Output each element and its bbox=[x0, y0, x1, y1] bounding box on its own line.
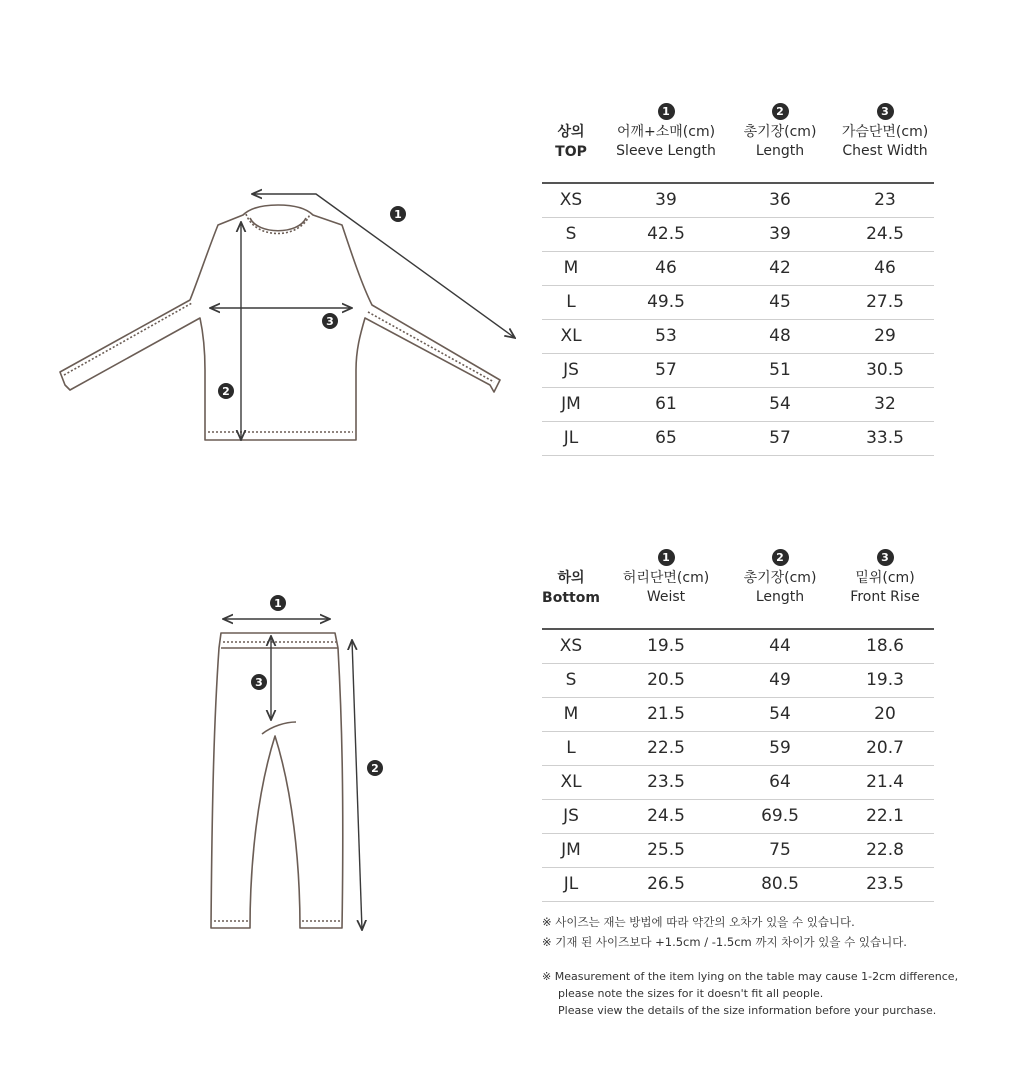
size-cell: M bbox=[563, 704, 579, 724]
table-row bbox=[542, 320, 934, 354]
size-cell: M bbox=[563, 258, 579, 278]
value-cell: 42.5 bbox=[647, 224, 685, 244]
size-cell: L bbox=[566, 292, 576, 312]
note-ko-1: ※ 사이즈는 재는 방법에 따라 약간의 오차가 있을 수 있습니다. bbox=[542, 915, 855, 929]
svg-text:3: 3 bbox=[255, 676, 263, 689]
size-cell: XL bbox=[560, 326, 582, 346]
table-row bbox=[542, 698, 934, 732]
col-label-ko: 총기장(cm) bbox=[743, 570, 817, 586]
value-cell: 19.3 bbox=[866, 670, 904, 690]
table-row bbox=[542, 834, 934, 868]
english-notes bbox=[542, 968, 958, 1019]
table-row bbox=[542, 766, 934, 800]
value-cell: 32 bbox=[874, 394, 896, 414]
bottom-col-length bbox=[724, 546, 836, 607]
size-cell: XL bbox=[560, 772, 582, 792]
top-markers bbox=[218, 206, 406, 399]
size-cell: JS bbox=[563, 360, 579, 380]
bottom-category-label bbox=[542, 568, 600, 608]
col-label-ko: 가슴단면(cm) bbox=[841, 124, 929, 140]
value-cell: 27.5 bbox=[866, 292, 904, 312]
marker-1-icon bbox=[390, 206, 406, 222]
top-category-en: TOP bbox=[555, 144, 587, 160]
top-size-table bbox=[542, 100, 934, 456]
marker-2-icon bbox=[218, 383, 234, 399]
note-en-3: Please view the details of the size information before your purchase. bbox=[558, 1004, 937, 1017]
col-label-en: Length bbox=[755, 589, 805, 605]
size-cell: L bbox=[566, 738, 576, 758]
table-row bbox=[542, 354, 934, 388]
value-cell: 64 bbox=[769, 772, 791, 792]
size-cell: JS bbox=[563, 806, 579, 826]
value-cell: 49 bbox=[769, 670, 791, 690]
value-cell: 22.1 bbox=[866, 806, 904, 826]
top-table-body bbox=[542, 184, 934, 456]
value-cell: 26.5 bbox=[647, 874, 685, 894]
value-cell: 75 bbox=[769, 840, 791, 860]
value-cell: 20 bbox=[874, 704, 896, 724]
col-label-en: Length bbox=[755, 143, 805, 159]
note-en-2: please note the sizes for it doesn't fit all people. bbox=[558, 987, 824, 1000]
top-table-header bbox=[542, 100, 934, 172]
bottom-table-body bbox=[542, 630, 934, 902]
top-measure-arrows bbox=[210, 194, 515, 440]
top-sketch bbox=[60, 205, 500, 440]
size-cell: XS bbox=[559, 190, 583, 210]
value-cell: 22.8 bbox=[866, 840, 904, 860]
col-label-ko: 어깨+소매(cm) bbox=[616, 124, 716, 140]
value-cell: 36 bbox=[769, 190, 791, 210]
top-col-chest bbox=[836, 100, 934, 161]
value-cell: 46 bbox=[655, 258, 677, 278]
value-cell: 45 bbox=[769, 292, 791, 312]
value-cell: 57 bbox=[655, 360, 677, 380]
col-label-ko: 총기장(cm) bbox=[743, 124, 817, 140]
size-cell: JM bbox=[561, 394, 581, 414]
col-label-en: Front Rise bbox=[850, 589, 920, 605]
table-row bbox=[542, 388, 934, 422]
table-row bbox=[542, 218, 934, 252]
top-category-ko: 상의 bbox=[557, 124, 585, 140]
svg-text:2: 2 bbox=[222, 385, 230, 398]
marker-3-icon bbox=[322, 313, 338, 329]
number-2-icon: 2 bbox=[772, 103, 789, 120]
value-cell: 24.5 bbox=[866, 224, 904, 244]
value-cell: 23 bbox=[874, 190, 896, 210]
bottom-size-table bbox=[542, 546, 934, 902]
value-cell: 65 bbox=[655, 428, 677, 448]
value-cell: 30.5 bbox=[866, 360, 904, 380]
table-row bbox=[542, 664, 934, 698]
table-row bbox=[542, 286, 934, 320]
value-cell: 20.7 bbox=[866, 738, 904, 758]
value-cell: 21.4 bbox=[866, 772, 904, 792]
bottom-category-ko: 하의 bbox=[557, 570, 585, 586]
value-cell: 69.5 bbox=[761, 806, 799, 826]
number-1-icon: 1 bbox=[658, 103, 675, 120]
svg-text:3: 3 bbox=[326, 315, 334, 328]
col-label-en: Chest Width bbox=[842, 143, 928, 159]
top-category-label bbox=[542, 122, 600, 162]
marker-2-icon bbox=[367, 760, 383, 776]
size-cell: XS bbox=[559, 636, 583, 656]
size-cell: S bbox=[565, 670, 577, 690]
table-row bbox=[542, 184, 934, 218]
col-label-en: Weist bbox=[646, 589, 686, 605]
pants-measure-arrows bbox=[223, 619, 362, 930]
table-row bbox=[542, 868, 934, 902]
value-cell: 20.5 bbox=[647, 670, 685, 690]
number-2-icon: 2 bbox=[772, 549, 789, 566]
value-cell: 61 bbox=[655, 394, 677, 414]
svg-text:1: 1 bbox=[274, 597, 282, 610]
pants-sketch bbox=[211, 633, 343, 928]
number-3-icon: 3 bbox=[877, 549, 894, 566]
value-cell: 46 bbox=[874, 258, 896, 278]
value-cell: 19.5 bbox=[647, 636, 685, 656]
table-row bbox=[542, 252, 934, 286]
table-row bbox=[542, 422, 934, 456]
table-row bbox=[542, 732, 934, 766]
number-1-icon: 1 bbox=[658, 549, 675, 566]
korean-notes bbox=[542, 912, 907, 952]
value-cell: 33.5 bbox=[866, 428, 904, 448]
svg-text:2: 2 bbox=[371, 762, 379, 775]
col-label-ko: 밑위(cm) bbox=[855, 570, 915, 586]
value-cell: 44 bbox=[769, 636, 791, 656]
value-cell: 57 bbox=[769, 428, 791, 448]
note-en-1: ※ Measurement of the item lying on the table may cause 1-2cm difference, bbox=[542, 970, 959, 983]
top-col-length bbox=[724, 100, 836, 161]
value-cell: 80.5 bbox=[761, 874, 799, 894]
bottom-category-en: Bottom bbox=[542, 590, 600, 606]
value-cell: 24.5 bbox=[647, 806, 685, 826]
value-cell: 51 bbox=[769, 360, 791, 380]
size-cell: S bbox=[565, 224, 577, 244]
value-cell: 22.5 bbox=[647, 738, 685, 758]
table-row bbox=[542, 800, 934, 834]
bottom-col-rise bbox=[836, 546, 934, 607]
bottom-table-header bbox=[542, 546, 934, 618]
size-cell: JL bbox=[563, 428, 579, 448]
col-label-ko: 허리단면(cm) bbox=[622, 570, 710, 586]
value-cell: 25.5 bbox=[647, 840, 685, 860]
table-row bbox=[542, 630, 934, 664]
value-cell: 23.5 bbox=[647, 772, 685, 792]
value-cell: 49.5 bbox=[647, 292, 685, 312]
value-cell: 29 bbox=[874, 326, 896, 346]
note-ko-2: ※ 기재 된 사이즈보다 +1.5cm / -1.5cm 까지 차이가 있을 수 있습니다. bbox=[542, 935, 907, 949]
top-col-sleeve bbox=[610, 100, 722, 161]
value-cell: 21.5 bbox=[647, 704, 685, 724]
value-cell: 48 bbox=[769, 326, 791, 346]
svg-text:1: 1 bbox=[394, 208, 402, 221]
value-cell: 18.6 bbox=[866, 636, 904, 656]
marker-3-icon bbox=[251, 674, 267, 690]
number-3-icon: 3 bbox=[877, 103, 894, 120]
value-cell: 39 bbox=[769, 224, 791, 244]
value-cell: 42 bbox=[769, 258, 791, 278]
value-cell: 59 bbox=[769, 738, 791, 758]
col-label-en: Sleeve Length bbox=[616, 143, 716, 159]
value-cell: 23.5 bbox=[866, 874, 904, 894]
value-cell: 39 bbox=[655, 190, 677, 210]
marker-1-icon bbox=[270, 595, 286, 611]
size-cell: JM bbox=[561, 840, 581, 860]
value-cell: 53 bbox=[655, 326, 677, 346]
value-cell: 54 bbox=[769, 394, 791, 414]
value-cell: 54 bbox=[769, 704, 791, 724]
size-cell: JL bbox=[563, 874, 579, 894]
bottom-col-waist bbox=[610, 546, 722, 607]
